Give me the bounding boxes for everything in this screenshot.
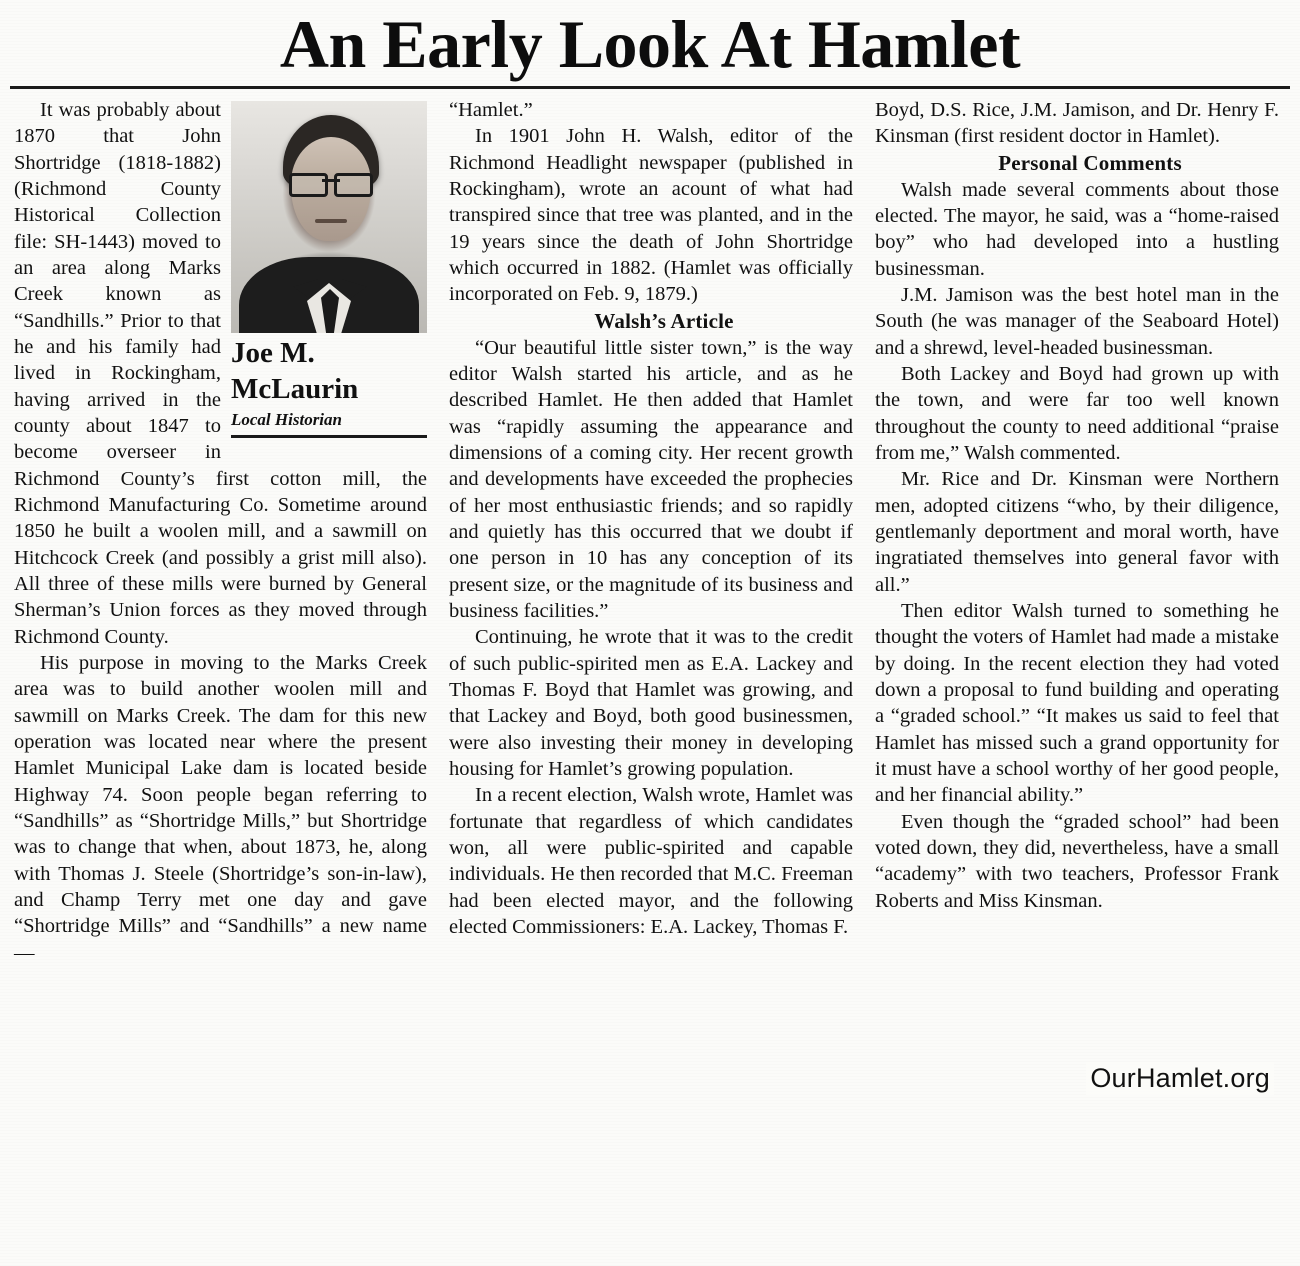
- subheading: Personal Comments: [998, 150, 1182, 175]
- byline-block: [231, 101, 427, 438]
- author-name-line1: Joe M.: [231, 337, 315, 369]
- column-2: [449, 97, 853, 1247]
- paragraph-continued: Boyd, D.S. Rice, J.M. Jamison, and Dr. Henry F. Kinsman (first resident doctor in Hamlet).: [875, 99, 1279, 148]
- author-name-line2: McLaurin: [231, 372, 359, 405]
- headline-divider: [10, 86, 1290, 89]
- paragraph: In a recent election, Walsh wrote, Hamlet was fortunate that regardless of which candidates won, all were public-spirited and capable individuals. He then recorded that M.C. Freeman had been elected mayor, and the following elected Commissioners: E.A. Lackey, Thomas F.: [449, 784, 853, 938]
- paragraph: His purpose in moving to the Marks Creek area was to build another woolen mill and sawmill on Marks Creek. The dam for this new operation was located near where the present Hamlet Municipal Lake dam is located beside Highway 74. Soon people began referring to “Sandhills” as “Shortridge Mills,” but Shortridge was to change that when, about 1873, he, along with Thomas J. Steele (Shortridge’s son-in-law), and Champ Terry met one day and gave “Shortridge Mills” and “Sandhills” a new name —: [14, 651, 427, 964]
- paragraph: In 1901 John H. Walsh, editor of the Richmond Headlight newspaper (published in Rockingham), wrote an acount of what had transpired since that tree was planted, and in the 19 years since the death of John Shortridge which occurred in 1882. (Hamlet was officially incorporated on Feb. 9, 1879.): [449, 125, 853, 306]
- paragraph-continued: “Hamlet.”: [449, 99, 533, 121]
- paragraph: “Our beautiful little sister town,” is the way editor Walsh started his article, and as he described Hamlet. He then added that Hamlet was “rapidly assuming the appearance and dimensions of a coming city. Her recent growth and developments have exceeded the prophecies of her most enthusiastic friends; and so rapidly and quietly has this occurred that we doubt if one person in 10 has any conception of its present size, or the magnitude of its business and business facilities.”: [449, 336, 853, 622]
- paragraph: Walsh made several comments about those elected. The mayor, he said, was a “home-raised boy” who had developed into a hustling businessman.: [875, 178, 1279, 280]
- paragraph: Even though the “graded school” had been voted down, they did, nevertheless, have a small “academy” with two teachers, Professor Frank Roberts and Miss Kinsman.: [875, 810, 1279, 912]
- paragraph: Then editor Walsh turned to something he thought the voters of Hamlet had made a mistake by doing. In the recent election they had voted down a proposal to fund building and operating a “graded school.” “It makes us said to feel that Hamlet has missed such a grand opportunity for it must have a school worthy of her good people, and her financial ability.”: [875, 599, 1279, 807]
- page-title: An Early Look At Hamlet: [279, 6, 1021, 82]
- subheading: Walsh’s Article: [594, 308, 734, 333]
- paragraph: Both Lackey and Boyd had grown up with the town, and were far too well known throughout the county to need additional “praise from me,” Walsh commented.: [875, 362, 1279, 464]
- paragraph: Mr. Rice and Dr. Kinsman were Northern men, adopted citizens “who, by their diligence, gentlemanly deportment and moral worth, have ingratiated themselves into general favor with all.”: [875, 468, 1279, 596]
- column-1: [14, 97, 427, 1247]
- paragraph: Continuing, he wrote that it was to the credit of such public-spirited men as E.A. Lackey and Thomas F. Boyd that Hamlet was growing, and that Lackey and Boyd, both good businessmen, were also investing their money in developing housing for Hamlet’s growing population.: [449, 626, 853, 780]
- byline-divider: [231, 435, 427, 438]
- paragraph: It was probably about 1870 that John Shortridge (1818-1882) (Richmond County Historical Collection file: SH-1443) moved to an area along Marks Creek known as “Sandhills.” Prior to that he and his family had lived in Rockingham, having arrived in the county about 1847 to become overseer in Richmond County’s first cotton mill, the Richmond Manufacturing Co. Sometime around 1850 he built a woolen mill, and a sawmill on Hitchcock Creek (and possibly a grist mill also). All three of these mills were burned by General Sherman’s Union forces as they moved through Richmond County.: [14, 99, 427, 648]
- paragraph: J.M. Jamison was the best hotel man in the South (he was manager of the Seaboard Hotel) and a shrewd, level-headed businessman.: [875, 283, 1279, 359]
- author-portrait-photo: [231, 101, 427, 333]
- site-watermark: OurHamlet.org: [1086, 1062, 1274, 1095]
- author-role: Local Historian: [231, 410, 342, 430]
